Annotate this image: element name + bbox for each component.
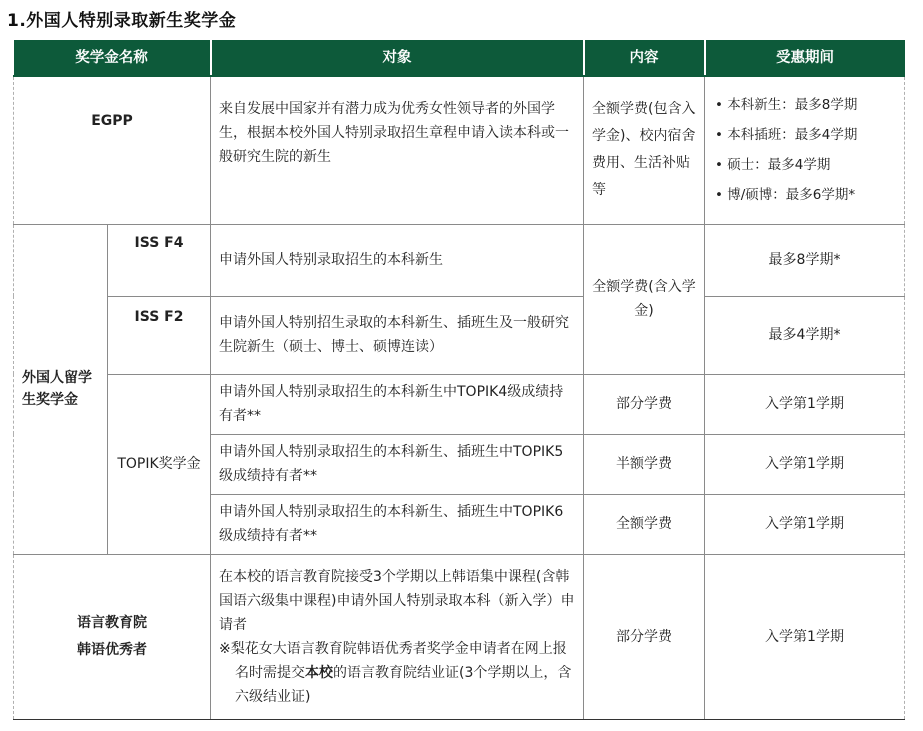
egpp-target: 来自发展中国家并有潜力成为优秀女性领导者的外国学生，根据本校外国人特别录取招生章程申请入读本科或一般研究生院的新生 <box>211 76 584 224</box>
topik-4-target: 申请外国人特别录取招生的本科新生中TOPIK4级成绩持有者** <box>211 374 584 434</box>
iss-f2-period: 最多4学期* <box>705 296 905 374</box>
topik-4-period: 入学第1学期 <box>705 374 905 434</box>
table-header-row <box>14 40 905 76</box>
table-row-language <box>14 554 905 719</box>
egpp-period-item: • 本科新生：最多8学期 <box>715 97 858 114</box>
topik-6-content: 全额学费 <box>584 494 705 554</box>
egpp-period-item: • 本科插班：最多4学期 <box>715 127 858 144</box>
language-note-suffix: 的语言教育院结业证(3个学期以上，含六级结业证) <box>235 664 572 705</box>
language-name <box>14 554 211 719</box>
language-target: 在本校的语言教育院接受3个学期以上韩语集中课程(含韩国语六级集中课程)申请外国人特别录取本科（新入学）申请者 <box>219 568 575 633</box>
language-note <box>219 637 575 709</box>
iss-f2-target: 申请外国人特别招生录取的本科新生、插班生及一般研究生院新生（硕士、博士、硕博连读） <box>211 296 584 374</box>
language-period: 入学第1学期 <box>705 554 905 719</box>
iss-f4-period: 最多8学期* <box>705 224 905 296</box>
header-target: 对象 <box>211 40 584 76</box>
topik-6-target: 申请外国人特别录取招生的本科新生、插班生中TOPIK6级成绩持有者** <box>211 494 584 554</box>
page-title: 1.外国人特别录取新生奖学金 <box>7 11 237 31</box>
table-row-egpp <box>14 76 905 224</box>
header-name: 奖学金名称 <box>14 40 211 76</box>
egpp-period-list <box>713 90 896 210</box>
language-name-line1: 语言教育院 <box>77 614 147 631</box>
iss-f4-target: 申请外国人特别录取招生的本科新生 <box>211 224 584 296</box>
language-name-line2: 韩语优秀者 <box>77 641 147 658</box>
language-content: 部分学费 <box>584 554 705 719</box>
iss-f4-name: ISS F4 <box>108 224 211 296</box>
topik-5-content: 半额学费 <box>584 434 705 494</box>
egpp-period-item: • 博/硕博：最多6学期* <box>715 187 856 204</box>
topik-4-content: 部分学费 <box>584 374 705 434</box>
table-row-iss-f4 <box>14 224 905 296</box>
iss-f2-name: ISS F2 <box>108 296 211 374</box>
egpp-name: EGPP <box>14 76 211 224</box>
table-row-topik-4 <box>14 374 905 434</box>
language-target-cell <box>211 554 584 719</box>
topik-name: TOPIK奖学金 <box>108 374 211 554</box>
topik-5-target: 申请外国人特别录取招生的本科新生、插班生中TOPIK5级成绩持有者** <box>211 434 584 494</box>
language-note-prefix: ※梨花女大语言教育院韩语优秀者奖学金申请者在网上报名时需提交 <box>219 640 567 681</box>
language-note-strong: 本校 <box>305 664 333 681</box>
egpp-period-cell <box>705 76 905 224</box>
table-row-iss-f2 <box>14 296 905 374</box>
foreign-category: 外国人留学生奖学金 <box>14 224 108 554</box>
topik-6-period: 入学第1学期 <box>705 494 905 554</box>
topik-5-period: 入学第1学期 <box>705 434 905 494</box>
header-content: 内容 <box>584 40 705 76</box>
iss-content: 全额学费(含入学金) <box>584 224 705 374</box>
scholarship-table <box>13 40 905 720</box>
egpp-content: 全额学费(包含入学金)、校内宿舍费用、生活补贴等 <box>584 76 705 224</box>
header-period: 受惠期间 <box>705 40 905 76</box>
egpp-period-item: • 硕士：最多4学期 <box>715 157 831 174</box>
